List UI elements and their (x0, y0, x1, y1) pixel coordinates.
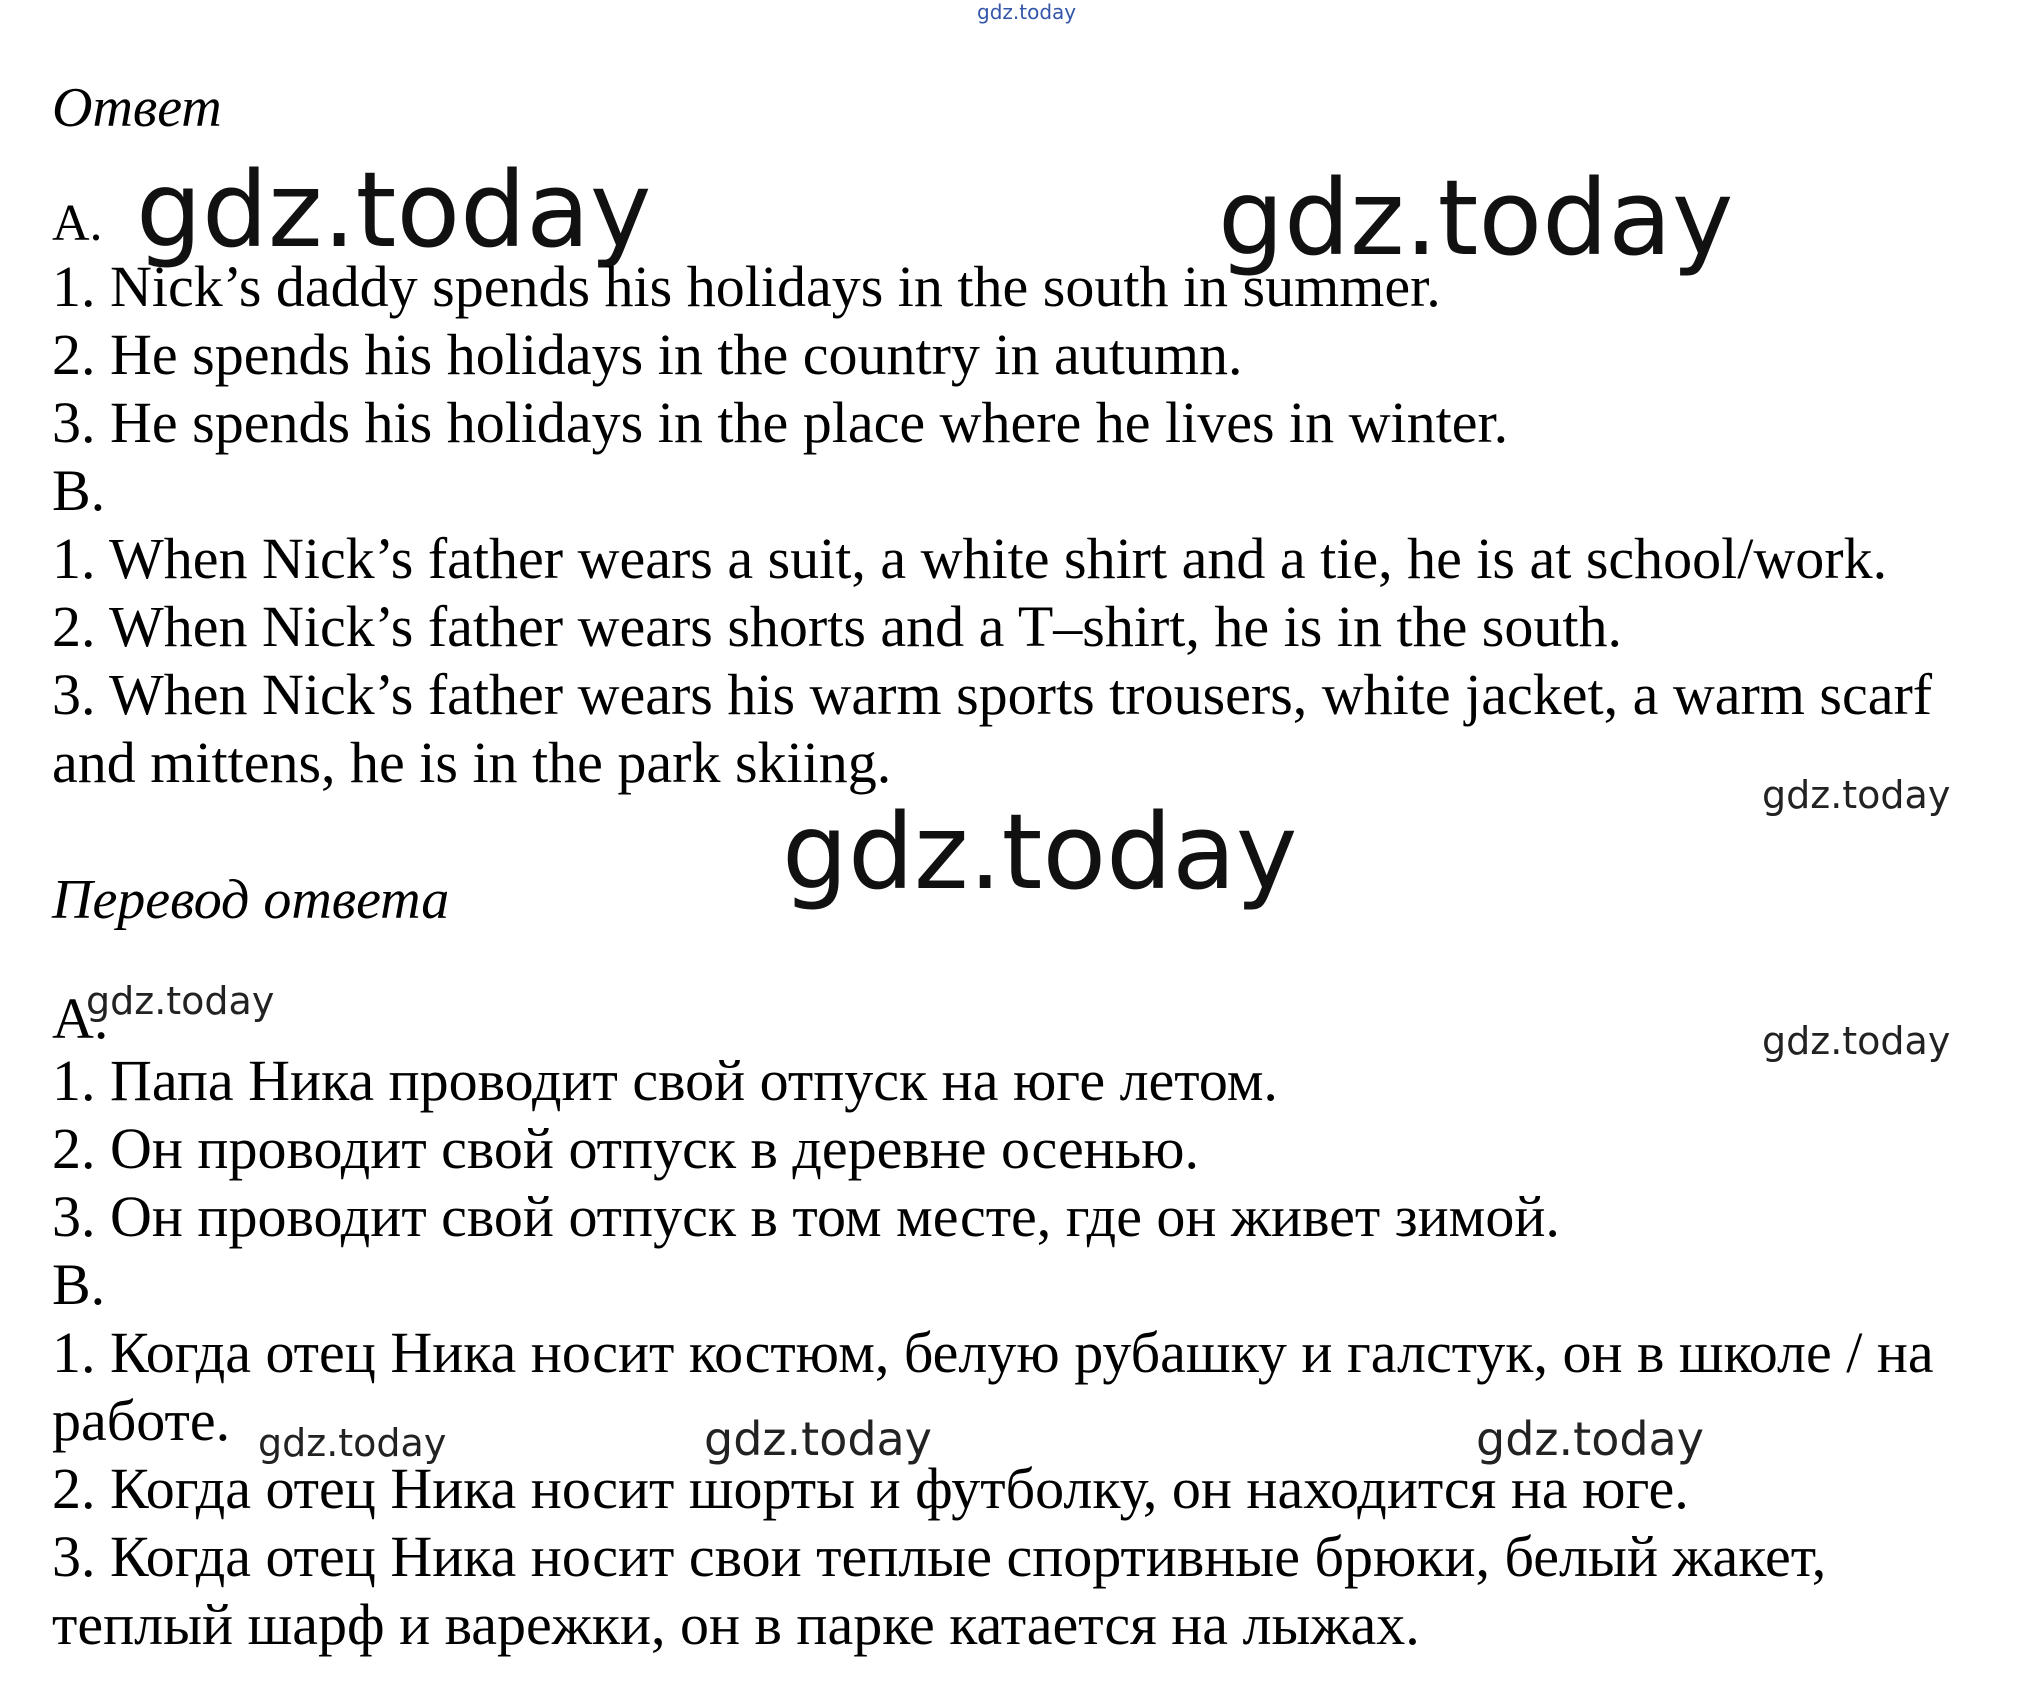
answer-b-line-4: and mittens, he is in the park skiing. (52, 730, 892, 795)
translation-b-label: B. (52, 1252, 106, 1317)
translation-a-line-2: 2. Он проводит свой отпуск в деревне осенью. (52, 1116, 1200, 1181)
watermark-large: gdz.today (782, 791, 1298, 913)
watermark-small: gdz.today (1762, 773, 1951, 817)
section-b-label: B. (52, 458, 106, 523)
translation-b-line-2: работе. (52, 1388, 231, 1453)
watermark-small: gdz.today (86, 979, 275, 1023)
watermark-medium: gdz.today (1476, 1412, 1704, 1466)
answer-a-line-1: 1. Nick’s daddy spends his holidays in the south in summer. (52, 254, 1441, 319)
translation-a-line-1: 1. Папа Ника проводит свой отпуск на юге летом. (52, 1048, 1278, 1113)
answer-a-line-3: 3. He spends his holidays in the place where he lives in winter. (52, 390, 1509, 455)
translation-a-label: A. (52, 986, 109, 1051)
watermark-small: gdz.today (258, 1421, 447, 1465)
watermark-medium: gdz.today (704, 1412, 932, 1466)
translation-a-line-3: 3. Он проводит свой отпуск в том месте, где он живет зимой. (52, 1184, 1560, 1249)
translation-b-line-1: 1. Когда отец Ника носит костюм, белую рубашку и галстук, он в школе / на (52, 1320, 1934, 1385)
answer-b-line-2: 2. When Nick’s father wears shorts and a T–shirt, he is in the south. (52, 594, 1622, 659)
watermark-large: gdz.today (1218, 157, 1734, 279)
answer-b-line-1: 1. When Nick’s father wears a suit, a white shirt and a tie, he is at school/work. (52, 526, 1888, 591)
translation-heading: Перевод ответа (52, 869, 450, 931)
section-a-label: A. (52, 195, 103, 252)
watermark-small: gdz.today (1762, 1019, 1951, 1063)
translation-b-line-3: 2. Когда отец Ника носит шорты и футболку, он находится на юге. (52, 1456, 1689, 1521)
answer-heading: Ответ (52, 77, 222, 139)
watermark-top: gdz.today (977, 0, 1077, 24)
answer-b-line-3: 3. When Nick’s father wears his warm sports trousers, white jacket, a warm scarf (52, 662, 1933, 727)
watermark-large: gdz.today (136, 149, 652, 271)
answer-a-line-2: 2. He spends his holidays in the country in autumn. (52, 322, 1243, 387)
translation-b-line-5: теплый шарф и варежки, он в парке катается на лыжах. (52, 1592, 1420, 1657)
translation-b-line-4: 3. Когда отец Ника носит свои теплые спортивные брюки, белый жакет, (52, 1524, 1827, 1589)
